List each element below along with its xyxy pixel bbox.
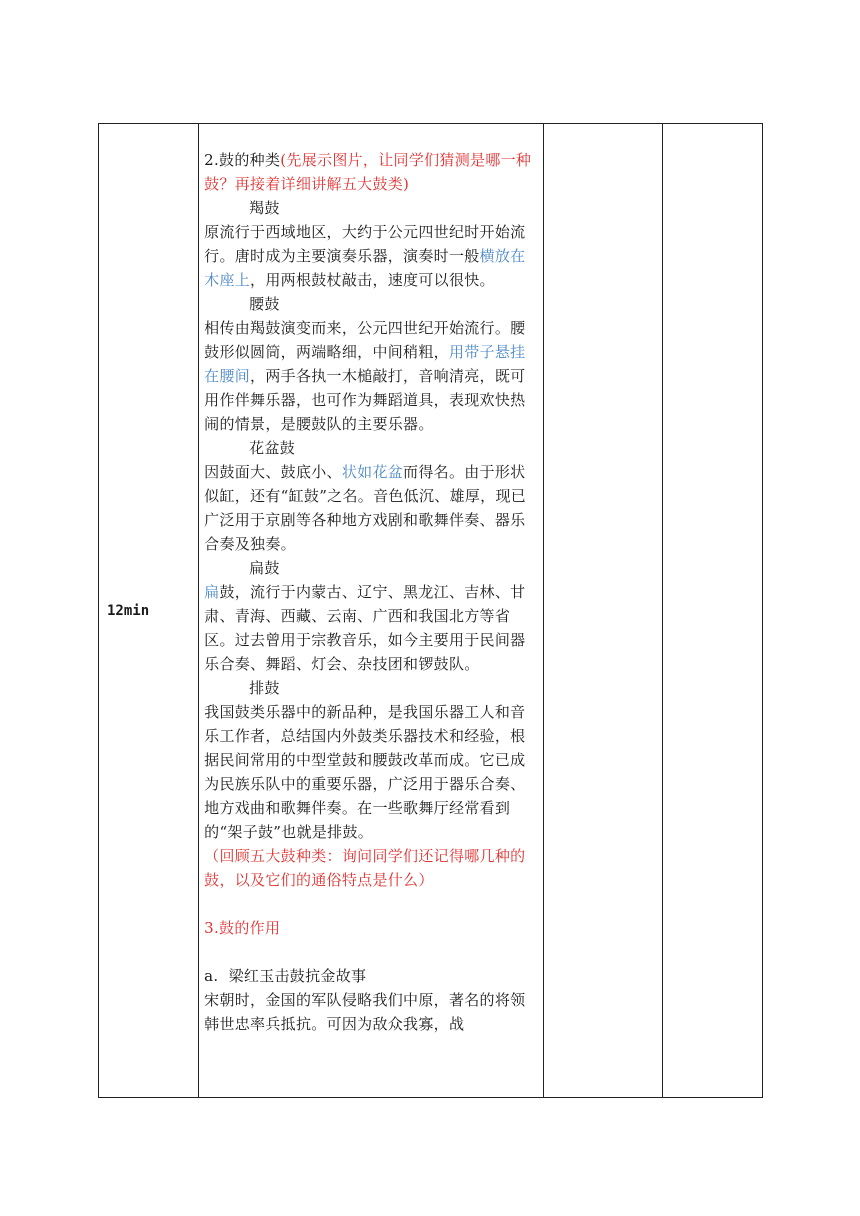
desc-text: 因鼓面大、鼓底小、 xyxy=(204,463,342,481)
highlight-text: 扁 xyxy=(204,583,220,601)
desc-text: ，两手各执一木槌敲打，音响清亮，既可用作伴舞乐器，也可作为舞蹈道具，表现欢快热闹的情景，是腰鼓队的主要乐器。 xyxy=(204,367,526,433)
role-heading: 3.鼓的作用 xyxy=(204,919,281,937)
highlight-text: 状如花盆 xyxy=(341,463,404,481)
spacer xyxy=(204,892,539,916)
types-heading xyxy=(204,148,539,196)
time-label: 12min xyxy=(107,602,150,619)
drum-desc-bian xyxy=(204,580,539,676)
drum-title-pai: 排鼓 xyxy=(249,679,280,697)
types-heading-text: 2.鼓的种类 xyxy=(204,151,281,169)
table-row xyxy=(99,124,763,1098)
drum-desc-huapen xyxy=(204,460,539,556)
empty-cell-a xyxy=(543,124,662,1098)
story-title: a. 梁红玉击鼓抗金故事 xyxy=(204,967,367,985)
review-note: （回顾五大鼓种类：询问同学们还记得哪几种的鼓，以及它们的通俗特点是什么） xyxy=(204,847,526,889)
empty-cell-b xyxy=(662,124,762,1098)
drum-desc-yao xyxy=(204,316,539,436)
teacher-note: (先展示图片，让同学们猜测是哪一种鼓？再接着详细讲解五大鼓类) xyxy=(204,151,532,193)
time-cell xyxy=(99,124,199,1098)
story-text: 宋朝时，金国的军队侵略我们中原，著名的将领韩世忠率兵抵抗。可因为敌众我寡，战 xyxy=(204,991,526,1033)
drum-desc-jie xyxy=(204,220,539,292)
highlight-text: 横放在木座上 xyxy=(204,247,526,289)
desc-text: 而得名。由于形状似缸，还有“缸鼓”之名。音色低沉、雄厚，现已广泛用于京剧等各种地方戏剧和歌舞伴奏、器乐合奏及独奏。 xyxy=(204,463,527,553)
spacer xyxy=(204,940,539,964)
lesson-plan-table xyxy=(98,123,763,1098)
drum-title-huapen: 花盆鼓 xyxy=(249,439,296,457)
drum-title-yao: 腰鼓 xyxy=(249,295,280,313)
desc-text: 相传由羯鼓演变而来，公元四世纪开始流行。腰鼓形似圆筒，两端略细，中间稍粗， xyxy=(204,319,526,361)
lesson-content xyxy=(199,124,543,1097)
desc-text: 原流行于西域地区，大约于公元四世纪时开始流行。唐时成为主要演奏乐器，演奏时一般 xyxy=(204,223,526,265)
drum-desc-pai: 我国鼓类乐器中的新品种，是我国乐器工人和音乐工作者，总结国内外鼓类乐器技术和经验，根据民间常用的中型堂鼓和腰鼓改革而成。它已成为民族乐队中的重要乐器，广泛用于器乐合奏、地方戏曲和歌舞伴奏。在一些歌舞厅经常看到的“架子鼓”也就是排鼓。 xyxy=(204,703,526,841)
drum-title-jie: 羯鼓 xyxy=(249,199,280,217)
content-cell xyxy=(199,124,544,1098)
desc-text: 鼓，流行于内蒙古、辽宁、黑龙江、吉林、甘肃、青海、西藏、云南、广西和我国北方等省区。过去曾用于宗教音乐，如今主要用于民间器乐合奏、舞蹈、灯会、杂技团和锣鼓队。 xyxy=(204,583,526,673)
desc-text: ，用两根鼓杖敲击，速度可以很快。 xyxy=(250,271,495,289)
drum-title-bian: 扁鼓 xyxy=(249,559,280,577)
highlight-text: 用带子悬挂在腰间 xyxy=(204,343,526,385)
